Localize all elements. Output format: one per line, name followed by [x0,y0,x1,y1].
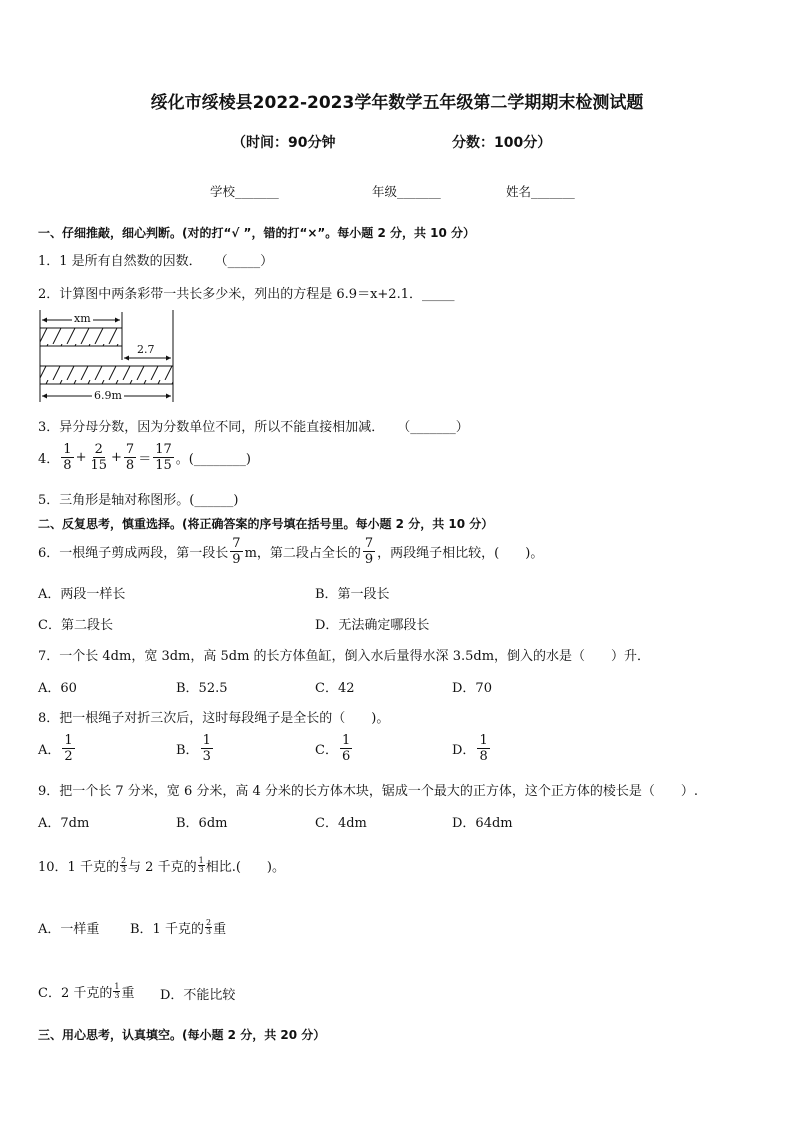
score-label: 分数：100分） [452,135,552,151]
q8-option-a: A． $\frac{1}{2}$ [38,733,73,764]
page-title: 绥化市绥棱县2022-2023学年数学五年级第二学期期末检测试题 [150,93,644,113]
question-9: 9．把一个长 7 分米，宽 6 分米，高 4 分米的长方体木块，锯成一个最大的正方体，这个正方体的棱长是（ ）. [38,784,699,799]
q4-plus-1: + [75,450,87,465]
q9-option-d: D．64dm [452,816,513,831]
q9-option-c: C．4dm [315,816,367,831]
q6-option-b: B．第一段长 [315,587,390,602]
q10-option-b: B．1 千克的 2 3 重 [130,918,227,937]
long-ribbon [40,366,173,384]
grade-field: 年级_______ [372,184,441,199]
question-3: 3．异分母分数，因为分数单位不同，所以不能直接相加减． （_______） [38,420,469,435]
q6-option-a: A．两段一样长 [38,587,126,602]
q4-suffix: 。(________) [175,452,251,467]
question-2: 2．计算图中两条彩带一共长多少米，列出的方程是 6.9＝x+2.1．_____ [38,287,455,302]
section-2-heading: 二、反复思考，慎重选择。(将正确答案的序号填在括号里。每小题 2 分，共 10 分） [38,517,494,531]
question-5: 5．三角形是轴对称图形。(______) [38,493,239,508]
question-1: 1．1 是所有自然数的因数． （_____） [38,254,274,269]
diagram-bottom-label: 6.9m [94,389,122,402]
question-4 [38,442,251,473]
section-3-heading: 三、用心思考，认真填空。(每小题 2 分，共 20 分） [38,1028,326,1042]
question-7: 7．一个长 4dm，宽 3dm，高 5dm 的长方体鱼缸，倒入水后量得水深 3.5dm，倒入的水是（ ）升． [38,649,651,664]
q7-option-b: B．52.5 [176,681,228,696]
q8-option-c: C． $\frac{1}{6}$ [315,733,351,764]
q6-text-1: 6．一根绳子剪成两段，第一段长 [38,546,229,561]
q7-option-a: A．60 [38,681,77,696]
time-label: （时间：90分钟 [232,135,336,151]
school-field: 学校_______ [210,184,279,199]
q9-option-b: B．6dm [176,816,228,831]
q4-prefix: 4． [38,452,60,467]
q6-text-3: ，两段绳子相比较，( )。 [377,546,544,561]
q6-option-c: C．第二段长 [38,618,113,633]
q8-option-d: D． $\frac{1}{8}$ [452,733,488,764]
question-10: 10．1 千克的 2 3 与 2 千克的 1 3 相比.( )。 [38,856,285,875]
section-1-heading: 一、仔细推敲，细心判断。(对的打“√ ”，错的打“×”。每小题 2 分，共 10 分） [38,226,476,240]
q7-option-c: C．42 [315,681,355,696]
q9-option-a: A．7dm [38,816,90,831]
q4-fraction-4: $\frac{17}{15}$ [155,442,172,473]
q4-fraction-3: $\frac{7}{8}$ [125,442,135,473]
short-ribbon [40,328,122,346]
question-8: 8．把一根绳子对折三次后，这时每段绳子是全长的（ )。 [38,711,390,726]
diagram-top-label: xm [74,312,91,325]
q6-fraction-1: $\frac{7}{9}$ [232,536,241,567]
name-field: 姓名_______ [506,184,575,199]
q10-option-d: D．不能比较 [160,988,236,1003]
diagram-mid-label: 2.7 [137,343,155,356]
q10-fraction-2: 1 3 [198,856,204,874]
q10-fraction-1: 2 3 [120,856,127,874]
question-6 [38,536,543,567]
q6-option-d: D．无法确定哪段长 [315,618,430,633]
q10-option-c: C．2 千克的 1 3 重 [38,982,135,1001]
q4-fraction-2: $\frac{2}{15}$ [90,442,108,473]
q4-fraction-1: $\frac{1}{8}$ [63,442,72,473]
q7-option-d: D．70 [452,681,492,696]
q6-fraction-2: $\frac{7}{9}$ [364,536,374,567]
q10-option-a: A．一样重 [38,922,100,937]
q4-plus-2: + [111,450,122,465]
q8-option-b: B． $\frac{1}{3}$ [176,733,211,764]
q4-equals: ＝ [138,452,152,467]
q6-text-2: m，第二段占全长的 [244,546,361,561]
